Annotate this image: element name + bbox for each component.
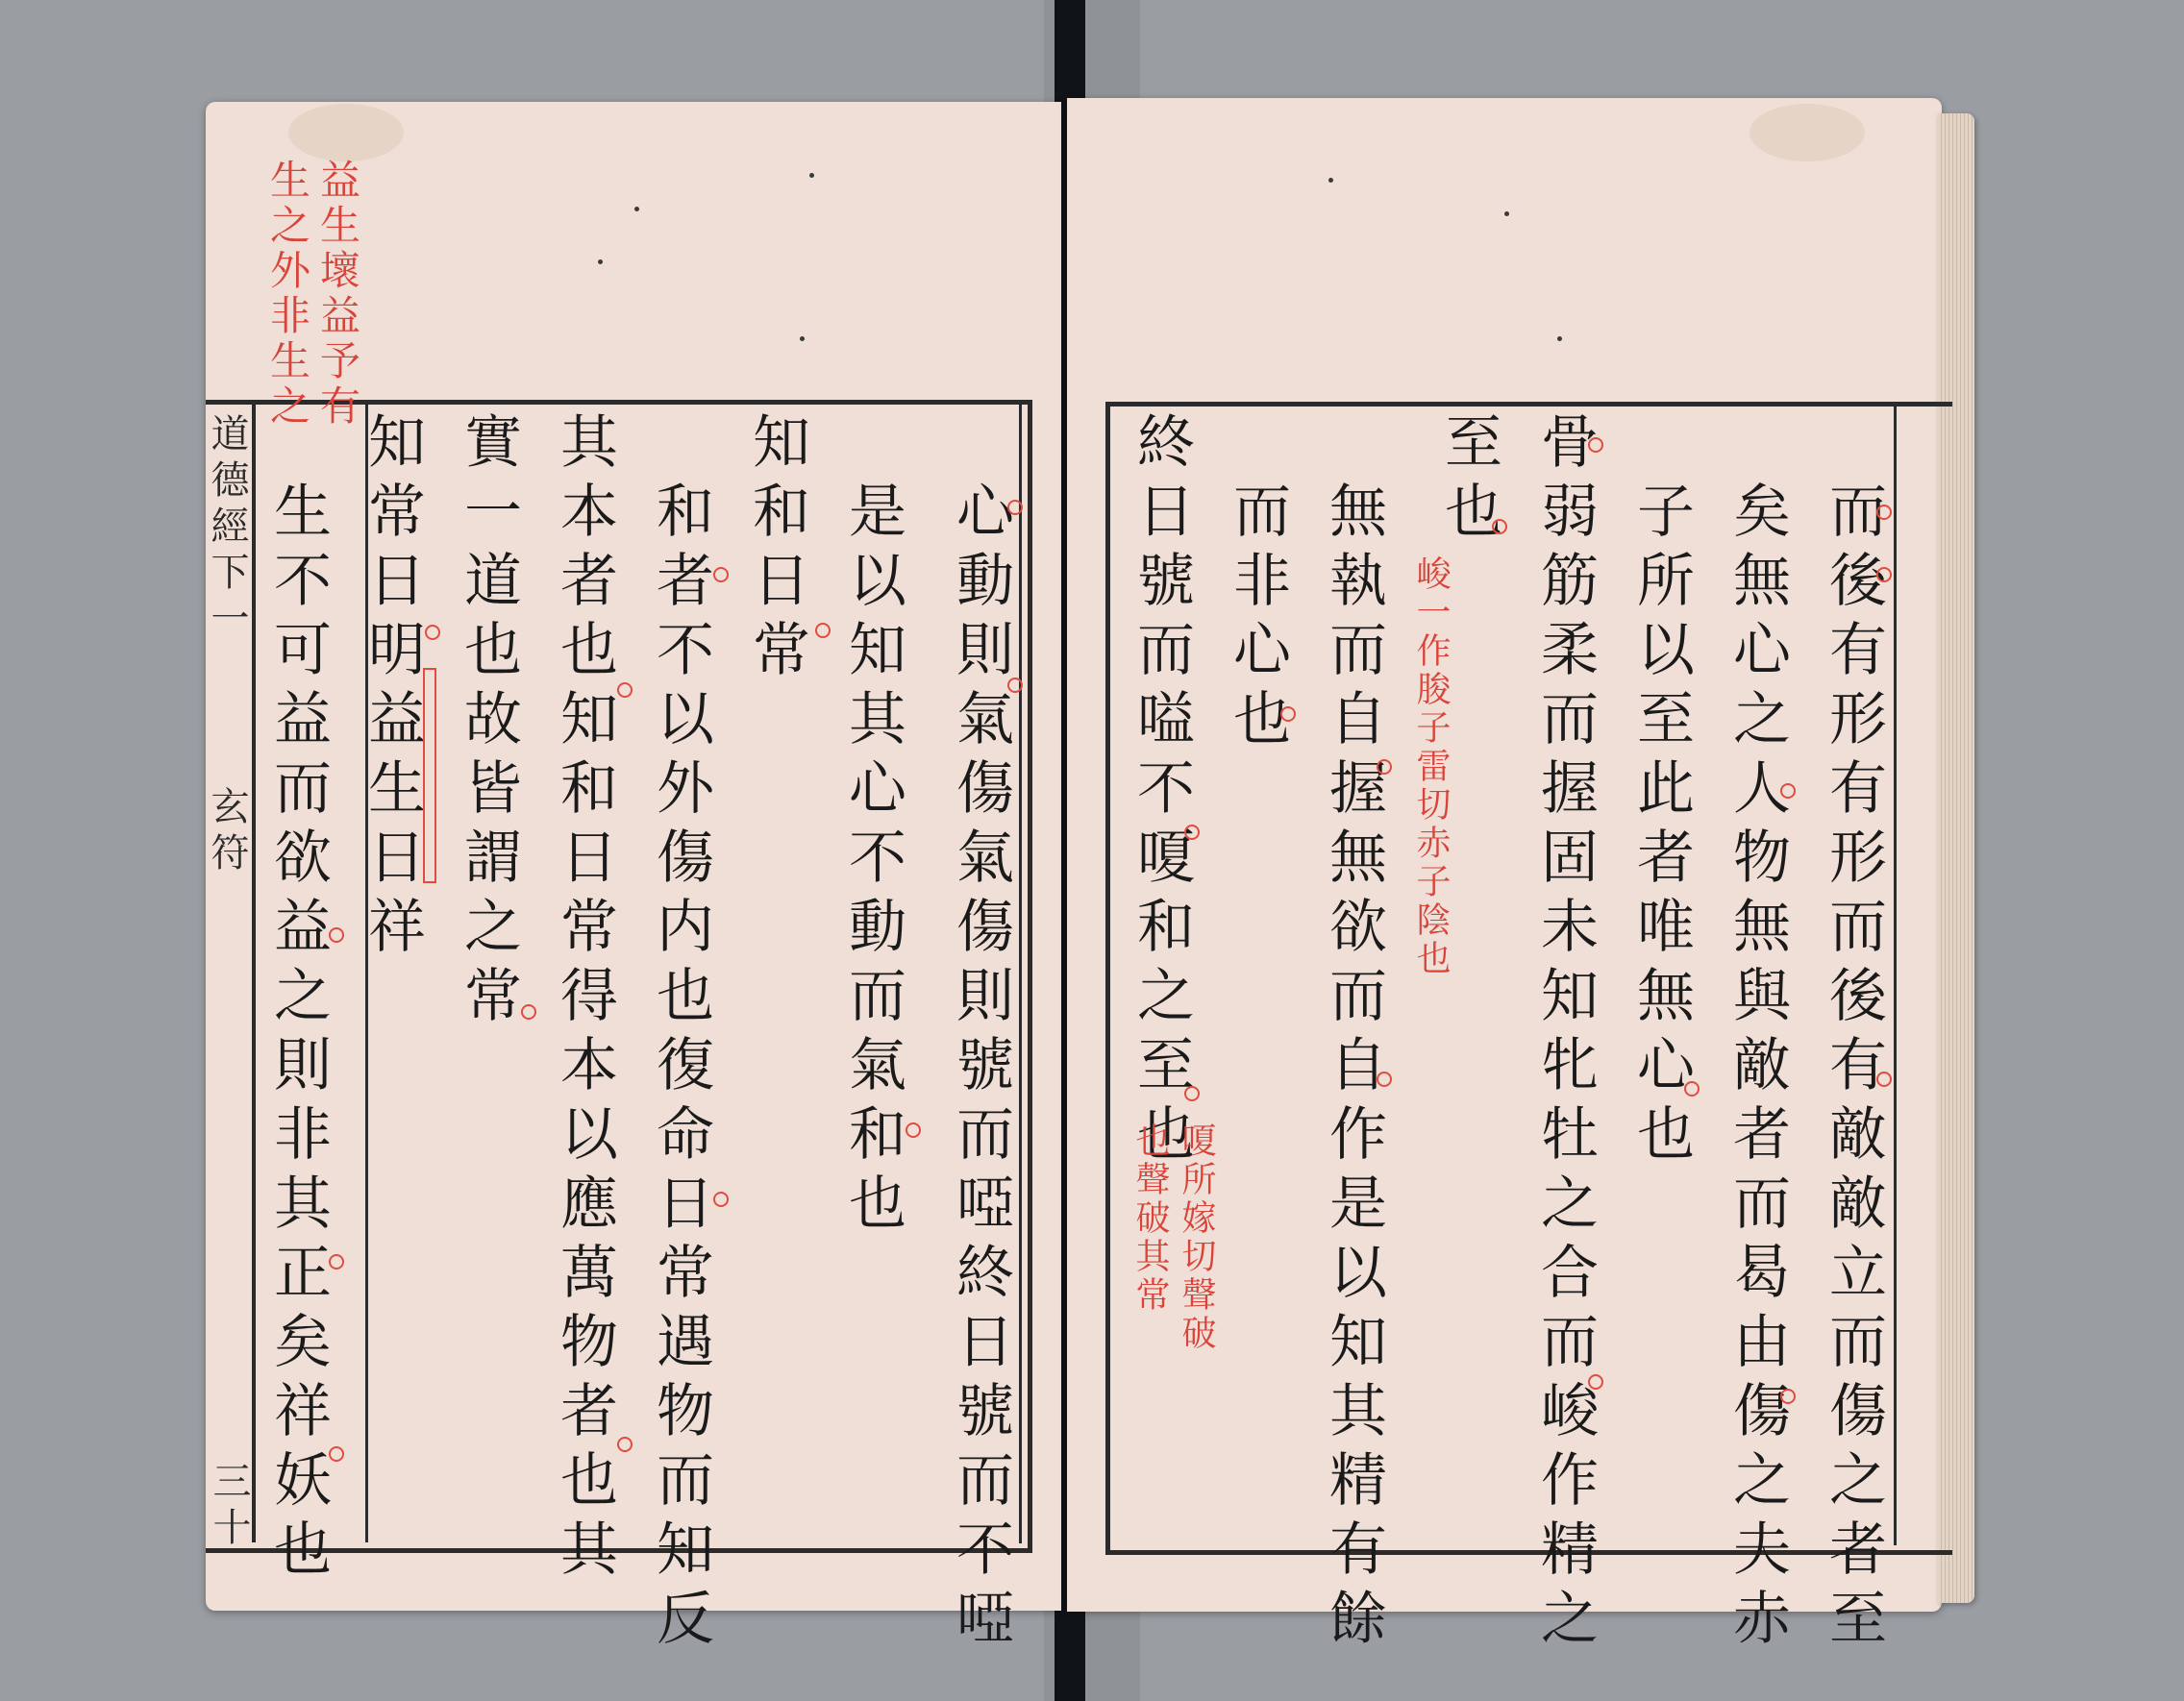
text-column: 至也: [1435, 411, 1502, 550]
text-column: 是以知其心不動而氣和也: [839, 481, 906, 1242]
text-column: 無執而自握無欲而自作是以知其精有餘: [1320, 481, 1387, 1657]
text-column: 知常日明益生日祥: [359, 411, 426, 965]
red-punctuation-mark: [713, 1192, 729, 1207]
red-punctuation-mark: [1007, 500, 1023, 515]
folio-number: 三十: [207, 1461, 251, 1553]
red-annotation: 峻一作朘子雷切赤子陰也: [1411, 555, 1451, 978]
red-punctuation-mark: [815, 623, 831, 638]
red-annotation: 生之外非生之: [264, 159, 311, 430]
text-column: 矣無心之人物無與敵者而曷由傷之夫赤: [1724, 481, 1791, 1657]
red-annotation: 也聲破其常: [1130, 1122, 1170, 1315]
red-punctuation-mark: [329, 927, 344, 943]
red-punctuation-mark: [1007, 678, 1023, 693]
paper-speck: [809, 173, 814, 178]
red-punctuation-mark: [1780, 783, 1796, 799]
red-punctuation-mark: [906, 1122, 921, 1138]
paper-speck: [1557, 336, 1562, 341]
text-column: 其本者也知和日常得本以應萬物者也其: [551, 411, 618, 1588]
margin-title: 道德經下一: [205, 413, 249, 644]
red-punctuation-mark: [1876, 1072, 1892, 1087]
red-punctuation-mark: [1184, 1086, 1200, 1101]
text-column: 子所以至此者唯無心也: [1627, 481, 1695, 1172]
page-stain: [288, 104, 404, 161]
paper-speck: [1328, 178, 1333, 183]
text-column: 知和日常: [743, 411, 810, 688]
red-punctuation-mark: [1876, 567, 1892, 582]
text-column: 終日號而嗌不嗄和之至也: [1128, 411, 1195, 1172]
red-punctuation-mark: [1184, 825, 1200, 840]
paper-speck: [1504, 211, 1509, 216]
red-punctuation-mark: [1780, 1389, 1796, 1404]
red-punctuation-mark: [713, 567, 729, 582]
red-line-mark: [423, 668, 436, 883]
text-column: 生不可益而欲益之則非其正矣祥妖也: [264, 481, 332, 1588]
red-punctuation-mark: [1684, 1081, 1700, 1097]
column-rule: [1105, 402, 1108, 632]
red-punctuation-mark: [1377, 759, 1392, 775]
red-punctuation-mark: [329, 1254, 344, 1270]
red-punctuation-mark: [1492, 519, 1507, 534]
paper-speck: [598, 259, 603, 264]
text-column: 實一道也故皆謂之常: [455, 411, 522, 1034]
red-punctuation-mark: [1588, 1374, 1603, 1390]
red-punctuation-mark: [1876, 505, 1892, 520]
page-stain: [1750, 104, 1865, 161]
red-punctuation-mark: [329, 1446, 344, 1462]
text-column: 心動則氣傷氣傷則號而啞終日號而不啞: [947, 481, 1014, 1657]
column-rule: [1019, 400, 1022, 1543]
red-punctuation-mark: [617, 682, 633, 698]
red-punctuation-mark: [1280, 706, 1296, 722]
red-punctuation-mark: [521, 1004, 536, 1020]
red-punctuation-mark: [617, 1437, 633, 1452]
red-annotation: 益生壞益予有: [314, 159, 361, 430]
paper-speck: [800, 336, 805, 341]
text-column: 而後有形有形而後有敵敵立而傷之者至: [1820, 481, 1887, 1657]
column-rule: [1894, 406, 1897, 1545]
margin-rule: [252, 404, 256, 1542]
text-column: 骨弱筋柔而握固未知牝牡之合而峻作精之: [1531, 411, 1599, 1657]
red-punctuation-mark: [1588, 437, 1603, 453]
paper-speck: [634, 207, 639, 211]
margin-author: 玄符: [205, 786, 249, 878]
red-punctuation-mark: [425, 625, 440, 640]
text-column: 和者不以外傷内也復命日常遇物而知反: [647, 481, 714, 1657]
red-punctuation-mark: [1377, 1072, 1392, 1087]
text-column: 而非心也: [1224, 481, 1291, 757]
red-annotation: 嗄所嫁切聲破: [1177, 1122, 1216, 1353]
